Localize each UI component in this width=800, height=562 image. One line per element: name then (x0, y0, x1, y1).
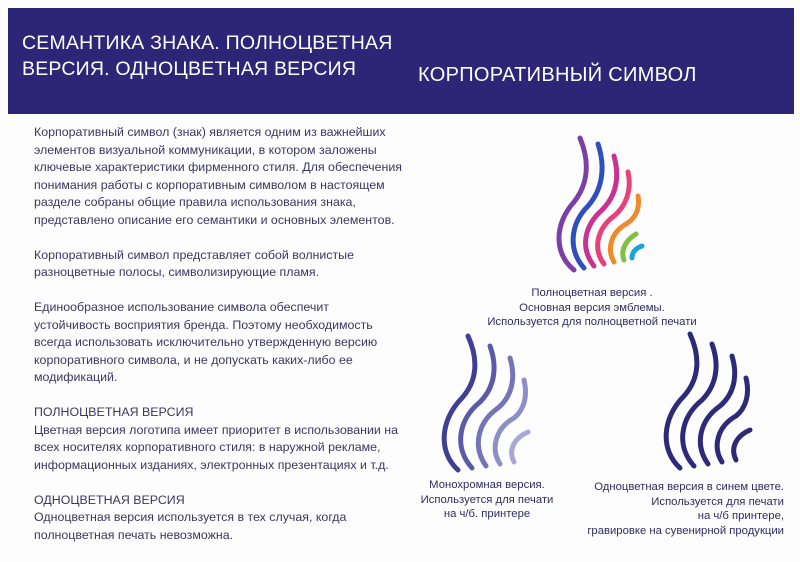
paragraph-consistency: Единообразное использование символа обеспечит устойчивость восприятия бренда. Поэтому необходимость всегда использовать исключительно утвержденную версию корпоративного символа, и не допускать каких-либо ее модификаций. (34, 300, 378, 384)
full-stripe-7 (632, 246, 642, 258)
paragraph-flame: Корпоративный символ представляет собой волнистые разноцветные полосы, символизирующие пламя. (34, 247, 354, 279)
blue-caption-line1: Одноцветная версия в синем цвете. (594, 481, 784, 493)
mono-caption-line2: Используется для печати (420, 493, 554, 506)
mono-version-heading: ОДНОЦВЕТНАЯ ВЕРСИЯ (34, 492, 185, 507)
blue-stripe-5 (734, 430, 750, 460)
full-version-caption (484, 286, 700, 330)
paragraph-intro: Корпоративный символ (знак) является одним из важнейших элементов визуальной коммуникации, в котором заложены ключевые характеристики фирменного стиля. Для обеспечения понимания работы с корпоративным символом в настоящем разделе собраны общие правила использования знака, представлено описание его семантики и основных элементов. (34, 125, 402, 227)
blue-caption-line3: на ч/б принтере, (697, 510, 784, 522)
mono-version-body: Одноцветная версия используется в тех случая, когда полноцветная печать невозможна. (34, 510, 347, 542)
header-left-line2: ВЕРСИЯ. ОДНОЦВЕТНАЯ ВЕРСИЯ (22, 58, 357, 80)
monochrome-flame-symbol (428, 328, 540, 476)
full-version-heading: ПОЛНОЦВЕТНАЯ ВЕРСИЯ (34, 405, 194, 419)
full-caption-line1: Полноцветная версия . (531, 287, 653, 299)
full-caption-line2: Основная версия эмблемы. (519, 301, 665, 314)
blue-flame-symbol (650, 326, 762, 474)
mono-caption-line3: на ч/б. принтере (443, 508, 531, 520)
blue-caption-line2: Используется для печати (651, 495, 784, 508)
blue-version-caption (580, 480, 784, 538)
full-version-body: Цветная версия логотипа имеет приоритет в использовании на всех носителях корпоративного стиля: в наружной рекламе, информационных изданиях, электронных презентациях и т.д. (34, 422, 398, 472)
full-caption-line3: Используется для полноцветной печати (487, 316, 697, 328)
header-left-title (22, 30, 402, 82)
mono-version-caption (412, 478, 562, 522)
header-left-line1: СЕМАНТИКА ЗНАКА. ПОЛНОЦВЕТНАЯ (22, 32, 393, 54)
mono-stripe-5 (512, 432, 528, 462)
mono-caption-line1: Монохромная версия. (429, 479, 545, 491)
full-color-flame-symbol (540, 128, 652, 276)
blue-caption-line4: гравировке на сувенирной продукции (587, 524, 784, 537)
header-right-title: КОРПОРАТИВНЫЙ СИМВОЛ (418, 64, 697, 86)
text-column (34, 124, 402, 562)
